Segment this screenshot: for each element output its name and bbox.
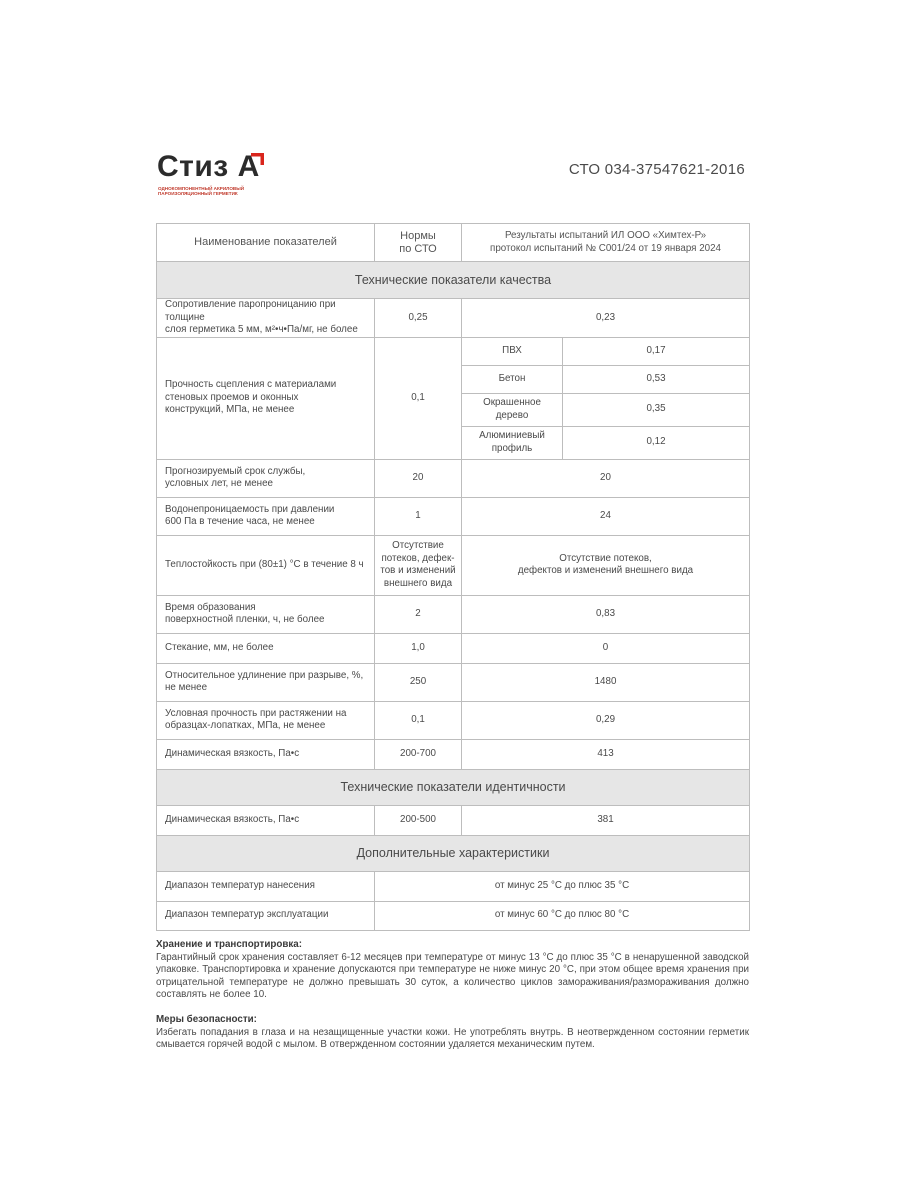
table-row: [157, 497, 750, 535]
table-row: [157, 459, 750, 497]
section-quality: Технические показатели качества: [157, 262, 750, 299]
row-result: 24: [462, 497, 750, 535]
row-result: 20: [462, 459, 750, 497]
table-row: [157, 337, 750, 365]
table-row: [157, 663, 750, 701]
table-row: [157, 299, 750, 338]
sub-material: Алюминиевый профиль: [462, 426, 563, 459]
table-row: [157, 595, 750, 633]
row-norm: 2: [375, 595, 462, 633]
row-result: 0: [462, 633, 750, 663]
row-name: Водонепроницаемость при давлении 600 Па в течение часа, не менее: [157, 497, 375, 535]
row-name: Динамическая вязкость, Па•с: [157, 739, 375, 769]
row-norm: 200-500: [375, 805, 462, 835]
specifications-table: [156, 223, 750, 931]
row-result: 413: [462, 739, 750, 769]
row-name: Относительное удлинение при разрыве, %, не менее: [157, 663, 375, 701]
sub-material: Окрашенное дерево: [462, 393, 563, 426]
row-norm: 0,1: [375, 337, 462, 459]
table-row: [157, 901, 750, 930]
table-row: [157, 633, 750, 663]
row-result: 1480: [462, 663, 750, 701]
row-norm: Отсутствие потеков, дефек- тов и изменений внешнего вида: [375, 535, 462, 595]
row-result: от минус 60 °С до плюс 80 °С: [375, 901, 750, 930]
sub-value: 0,17: [563, 337, 750, 365]
row-name: Прогнозируемый срок службы, условных лет, не менее: [157, 459, 375, 497]
table-row: [157, 701, 750, 739]
row-name: Стекание, мм, не более: [157, 633, 375, 663]
row-result: 0,83: [462, 595, 750, 633]
row-result: 0,29: [462, 701, 750, 739]
section-identity: Технические показатели идентичности: [157, 769, 750, 805]
row-norm: 20: [375, 459, 462, 497]
row-name: Динамическая вязкость, Па•с: [157, 805, 375, 835]
table-header-row: [157, 224, 750, 262]
sub-material: ПВХ: [462, 337, 563, 365]
row-result: 0,23: [462, 299, 750, 338]
row-name: Прочность сцепления с материалами стеновых проемов и оконных конструкций, МПа, не менее: [157, 337, 375, 459]
row-norm: 200-700: [375, 739, 462, 769]
row-result: от минус 25 °С до плюс 35 °С: [375, 871, 750, 901]
row-result: 381: [462, 805, 750, 835]
brand-tagline: ОДНОКОМПОНЕНТНЫЙ АКРИЛОВЫЙ ПАРОИЗОЛЯЦИОННЫЙ ГЕРМЕТИК: [158, 186, 245, 196]
sub-value: 0,53: [563, 365, 750, 393]
row-norm: 1: [375, 497, 462, 535]
table-row: [157, 805, 750, 835]
brand-accent-corner-icon: [249, 152, 265, 166]
row-name: Время образования поверхностной пленки, ч, не более: [157, 595, 375, 633]
section-extra: Дополнительные характеристики: [157, 835, 750, 871]
header-name-cell: Наименование показателей: [157, 224, 375, 262]
table-row: [157, 535, 750, 595]
table-row: [157, 871, 750, 901]
sub-value: 0,35: [563, 393, 750, 426]
row-name: Сопротивление паропроницанию при толщине слоя герметика 5 мм, м²•ч•Па/мг, не более: [157, 299, 375, 338]
sub-value: 0,12: [563, 426, 750, 459]
row-norm: 1,0: [375, 633, 462, 663]
row-result: Отсутствие потеков, дефектов и изменений внешнего вида: [462, 535, 750, 595]
header-norms-cell: Нормы по СТО: [375, 224, 462, 262]
row-name: Диапазон температур нанесения: [157, 871, 375, 901]
document-code: СТО 034-37547621-2016: [568, 161, 745, 178]
row-name: Теплостойкость при (80±1) °С в течение 8 ч: [157, 535, 375, 595]
row-norm: 250: [375, 663, 462, 701]
row-name: Диапазон температур эксплуатации: [157, 901, 375, 930]
storage-text: Гарантийный срок хранения составляет 6-12 месяцев при температуре от минус 13 °С до плюс 35 °С в ненарушенной заводской упаковке. Транспортировка и хранение допускаются при температуре не ниже минус 20 °С, при этом общее время хранения при отрицательной температуре не должно превышать 30 суток, а количество циклов замораживания/размораживания должно составлять не более 10.: [156, 951, 749, 1001]
table-row: [157, 739, 750, 769]
safety-text: Избегать попадания в глаза и на незащищенные участки кожи. Не употреблять внутрь. В неотвержденном состоянии герметик смывается горячей водой с мылом. В отвержденном состоянии удаляется механическим путем.: [156, 1026, 749, 1051]
brand-name: Стиз А: [157, 150, 260, 183]
safety-title: Меры безопасности:: [156, 1013, 257, 1025]
sub-material: Бетон: [462, 365, 563, 393]
row-norm: 0,1: [375, 701, 462, 739]
brand-logo: [157, 152, 277, 200]
storage-title: Хранение и транспортировка:: [156, 939, 302, 950]
row-norm: 0,25: [375, 299, 462, 338]
row-name: Условная прочность при растяжении на образцах-лопатках, МПа, не менее: [157, 701, 375, 739]
notes-section: [156, 939, 749, 1052]
header-results-cell: Результаты испытаний ИЛ ООО «Химтех-Р» протокол испытаний № С001/24 от 19 января 2024: [462, 224, 750, 262]
